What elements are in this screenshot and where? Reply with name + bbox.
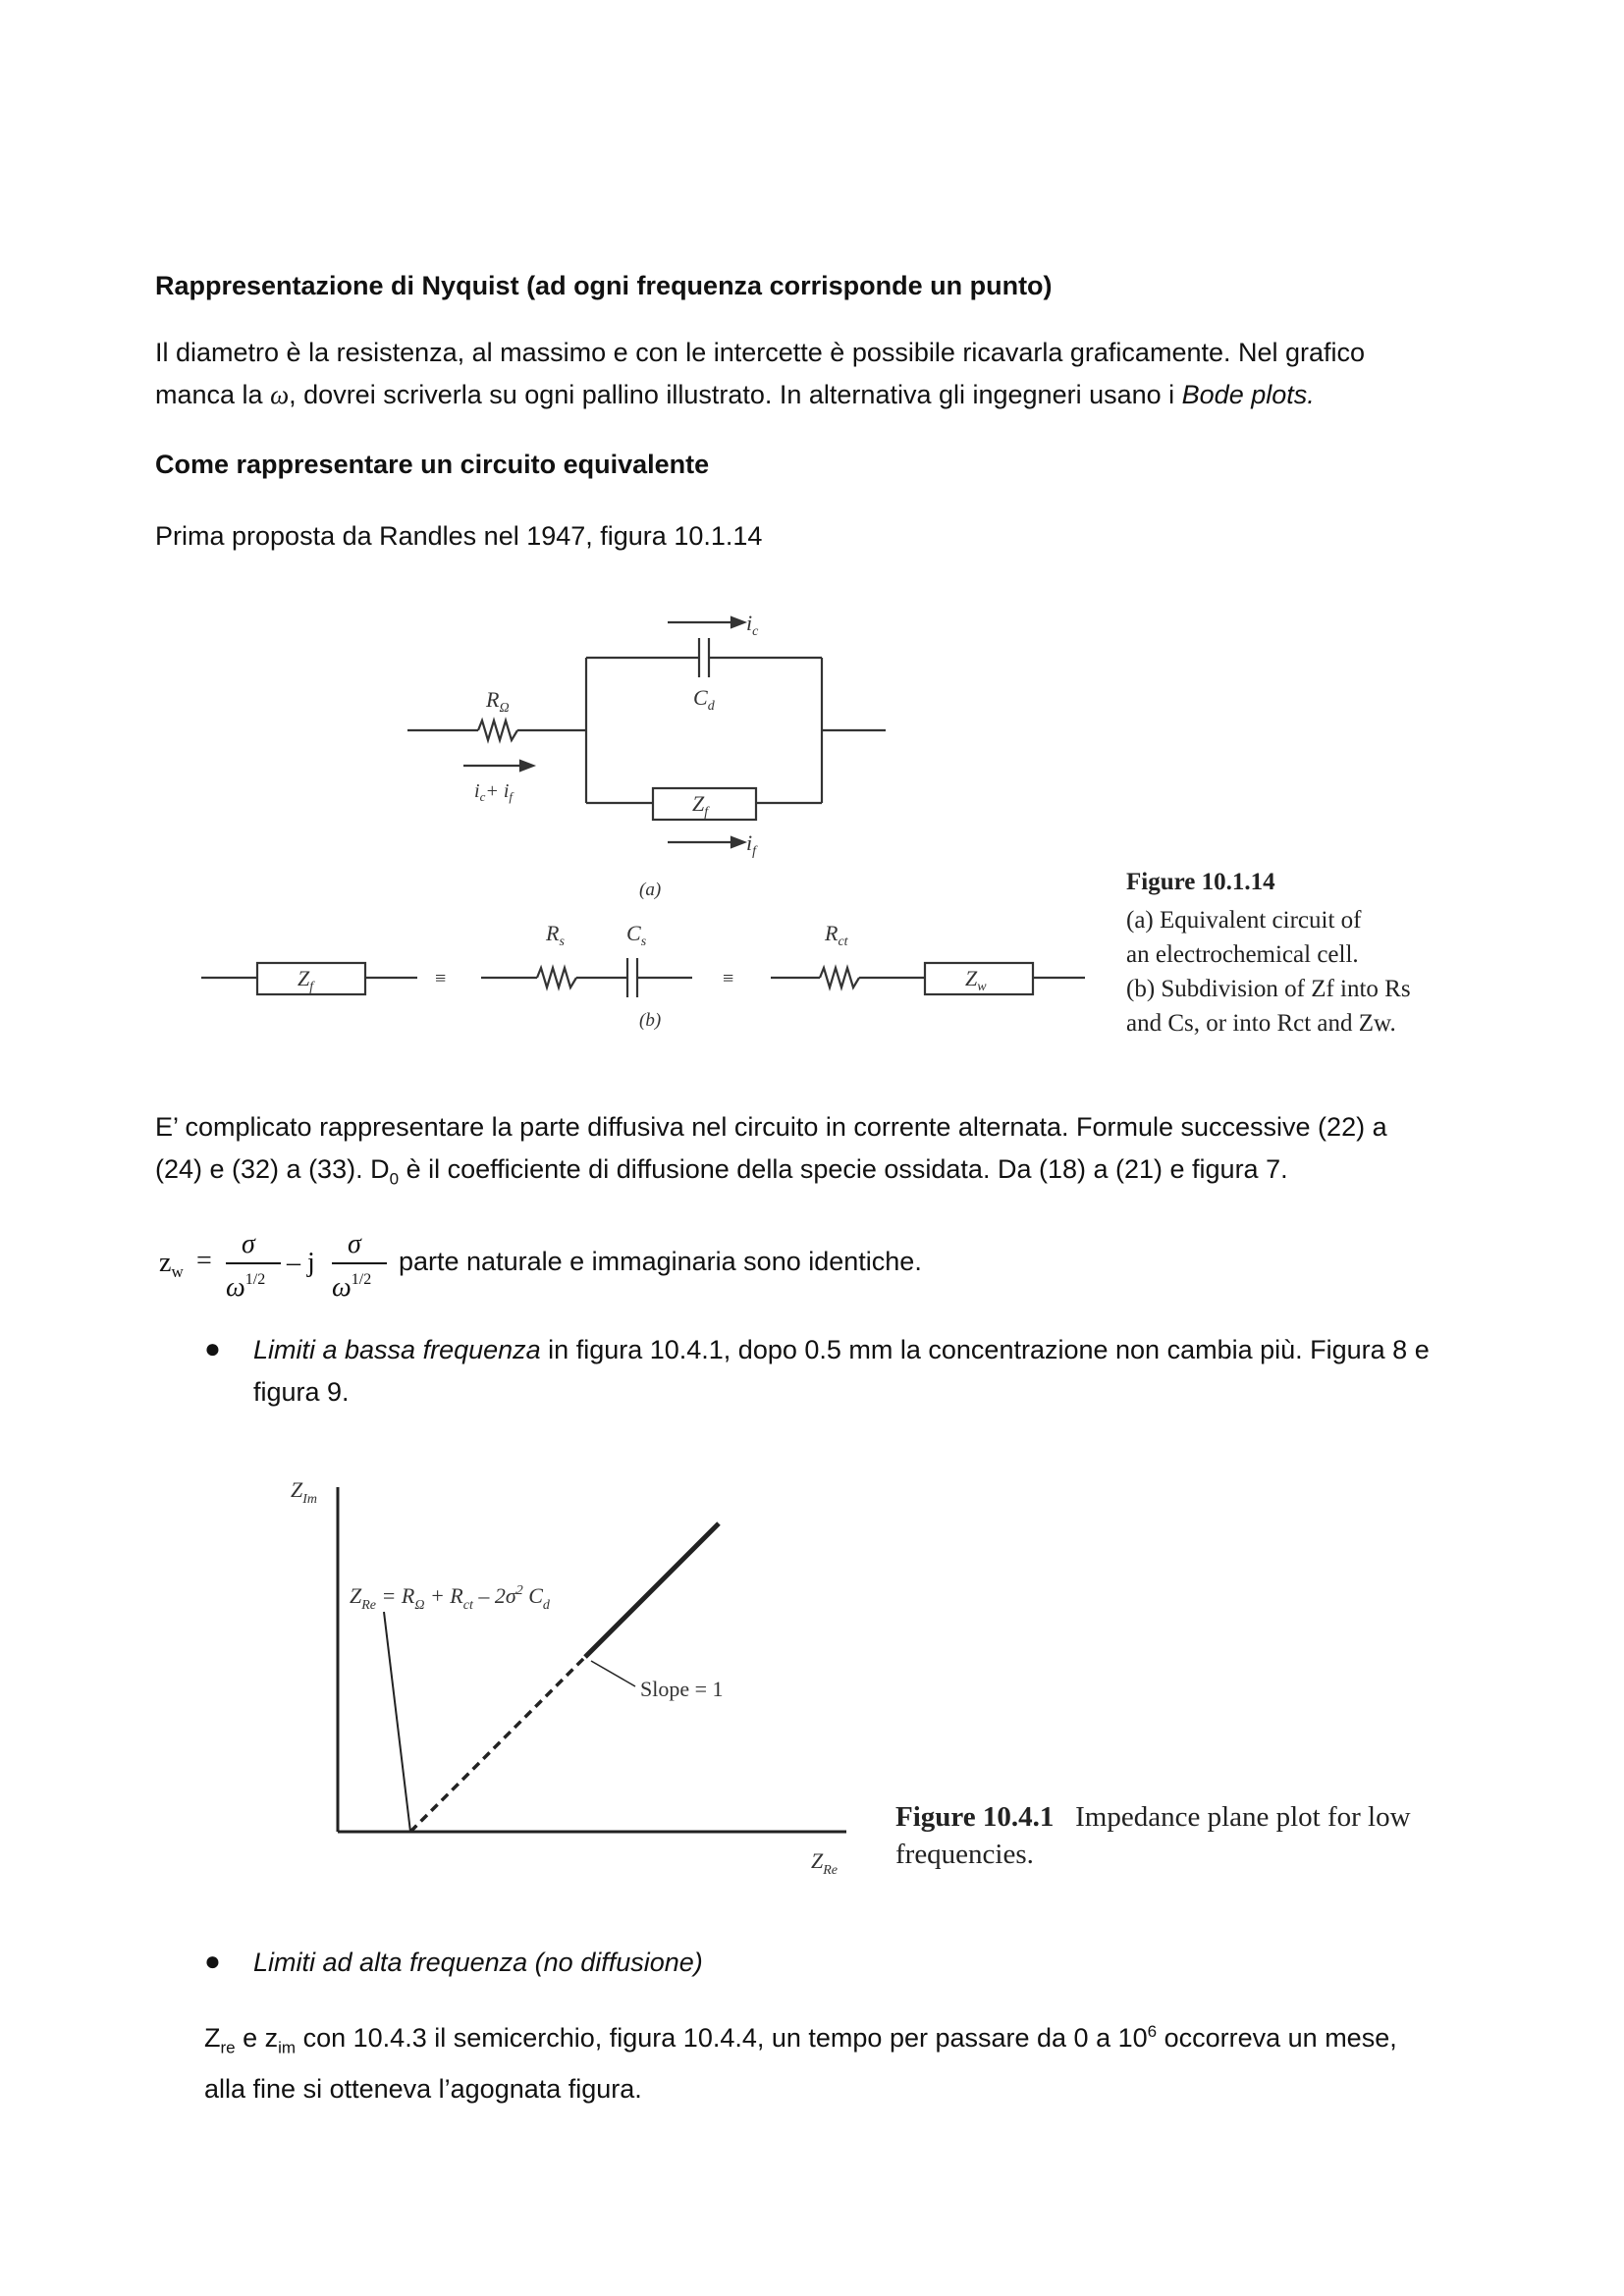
paragraph-diffusive-line1: E’ complicato rappresentare la parte diffusiva nel circuito in corrente alternata. Formule successive (22) a — [155, 1112, 1387, 1142]
text-fragment: in figura 10.4.1, dopo 0.5 mm la concentrazione non cambia più. Figura 8 e — [540, 1335, 1430, 1364]
bullet-high-frequency: Limiti ad alta frequenza (no diffusione) — [253, 1948, 703, 1977]
omega-symbol: ω — [270, 380, 290, 409]
formula-text: parte naturale e immaginaria sono identiche. — [399, 1247, 922, 1276]
fig2-caption-line2: frequencies. — [895, 1839, 1034, 1870]
bullet-low-frequency — [253, 1329, 1481, 1414]
y-axis-label: $Z_{Im}$ — [291, 1477, 318, 1507]
subscript: im — [278, 2038, 297, 2057]
formula-omega-1: $\omega^{1/2}$ — [226, 1271, 266, 1303]
para4-line1 — [204, 2010, 1481, 2068]
low-frequency-italic: Limiti a bassa frequenza — [253, 1335, 541, 1364]
paragraph-diameter-line2 — [155, 374, 1481, 416]
paragraph-diameter-line1: Il diametro è la resistenza, al massimo e con le intercette è possibile ricavarla graficamente. Nel grafico — [155, 338, 1366, 367]
heading-equivalent-circuit: Come rappresentare un circuito equivalente — [155, 450, 710, 479]
text-fragment: , dovrei scriverla su ogni pallino illustrato. In alternativa gli ingegneri usano i — [289, 380, 1175, 409]
equiv-1: ≡ — [435, 968, 447, 989]
heading-nyquist: Rappresentazione di Nyquist (ad ogni frequenza corrisponde un punto) — [155, 271, 1053, 300]
ic-label: $i_c$ — [746, 611, 759, 639]
text-fragment: è il coefficiente di diffusione della specie ossidata. Da (18) a (21) e figura 7. — [399, 1154, 1288, 1184]
label-a: (a) — [639, 880, 662, 900]
para4-line2: alla fine si otteneva l’agognata figura. — [204, 2074, 642, 2105]
text-fragment: (24) e (32) a (33). D — [155, 1154, 390, 1184]
cd-label: $C_d$ — [693, 685, 715, 714]
fig1-caption-line4: and Cs, or into Rct and Zw. — [1126, 1010, 1396, 1037]
bullet-dot-1: ● — [204, 1333, 221, 1363]
fig1-caption-line2: an electrochemical cell. — [1126, 941, 1359, 968]
bullet1-line2: figura 9. — [253, 1377, 350, 1407]
fig2-caption-text: Impedance plane plot for low — [1075, 1801, 1411, 1833]
fig2-caption-line1 — [895, 1798, 1411, 1836]
if-label: $i_f$ — [746, 830, 757, 859]
fig1-caption-line3: (b) Subdivision of Zf into Rs — [1126, 976, 1411, 1002]
x-axis-label: $Z_{Re}$ — [811, 1848, 839, 1878]
rct-label: $R_{ct}$ — [825, 921, 848, 949]
intercept-equation: $Z_{Re} = R_\Omega + R_{ct} - 2\sigma^2$ $C_d$ — [350, 1583, 550, 1613]
text-fragment: con 10.4.3 il semicerchio, figura 10.4.4, un tempo per passare da 0 a 10 — [296, 2023, 1148, 2053]
fig2-caption — [895, 1798, 1411, 1873]
bode-plots-text: Bode plots. — [1181, 380, 1315, 409]
zf-label: $Z_f$ — [692, 791, 709, 820]
formula-omega-2: $\omega^{1/2}$ — [332, 1271, 372, 1303]
bullet-dot-2: ● — [204, 1946, 221, 1976]
subscript: 0 — [389, 1169, 400, 1189]
text-fragment: Z — [204, 2023, 221, 2053]
paragraph-randles: Prima proposta da Randles nel 1947, figura 10.1.14 — [155, 521, 763, 551]
cs-label: $C_s$ — [626, 921, 647, 949]
formula-sigma-2: σ — [348, 1229, 361, 1259]
slope-label: Slope = 1 — [640, 1677, 724, 1701]
r-omega-label: $R_\Omega$ — [486, 687, 510, 716]
formula-minus-j: – j — [287, 1248, 315, 1278]
text-fragment: occorreva un mese, — [1157, 2023, 1397, 2053]
paragraph-diffusive-line2 — [155, 1148, 1481, 1200]
superscript: 6 — [1147, 2022, 1158, 2041]
paragraph-semicircle — [204, 2010, 1481, 2110]
zf-b-label: $Z_f$ — [298, 966, 314, 994]
equiv-2: ≡ — [723, 968, 734, 989]
fig1-caption-body — [1126, 903, 1411, 1041]
formula-eq: = — [196, 1246, 212, 1276]
label-b: (b) — [639, 1010, 662, 1031]
rs-label: $R_s$ — [546, 921, 565, 949]
fig2-caption-title: Figure 10.4.1 — [895, 1801, 1055, 1833]
formula-lhs: $z_w$ — [159, 1248, 184, 1281]
fig1-caption-line1: (a) Equivalent circuit of — [1126, 907, 1362, 934]
icif-label: $i_c+ i_f$ — [474, 780, 514, 804]
text-fragment: e z — [235, 2023, 279, 2053]
bullet1-line1 — [253, 1329, 1481, 1371]
fig1-caption-title: Figure 10.1.14 — [1126, 869, 1275, 895]
text-fragment: manca la — [155, 380, 263, 409]
formula-sigma-1: σ — [242, 1229, 255, 1259]
subscript: re — [220, 2038, 236, 2057]
zw-label: $Z_w$ — [965, 966, 987, 994]
